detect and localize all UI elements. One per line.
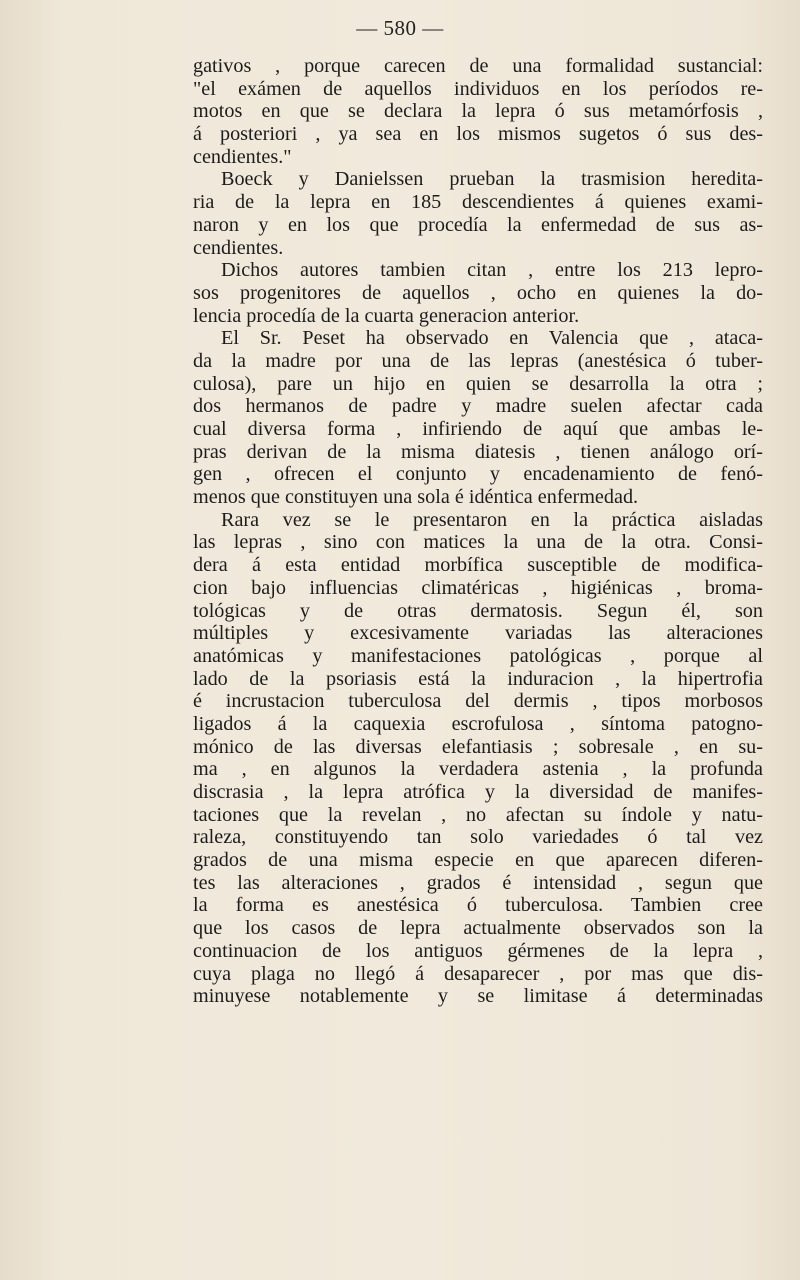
text-line: motos en que se declara la lepra ó sus metamórfosis , bbox=[193, 100, 763, 123]
text-line: dera á esta entidad morbífica susceptible de modifica- bbox=[193, 554, 763, 577]
text-line: sos progenitores de aquellos , ocho en quienes la do- bbox=[193, 281, 763, 304]
text-line: menos que constituyen una sola é idéntica enfermedad. bbox=[193, 486, 639, 509]
text-line: lado de la psoriasis está la induracion , la hipertrofia bbox=[193, 667, 763, 690]
text-line: gativos , porque carecen de una formalidad sustancial: bbox=[193, 55, 763, 77]
text-line: Dichos autores tambien citan , entre los 213 lepro- bbox=[221, 259, 763, 282]
text-line: las lepras , sino con matices la una de la otra. Consi- bbox=[193, 531, 763, 554]
text-line: la forma es anestésica ó tuberculosa. Tambien cree bbox=[193, 894, 763, 917]
text-line: grados de una misma especie en que aparecen diferen- bbox=[193, 849, 763, 872]
text-line: é incrustacion tuberculosa del dermis , tipos morbosos bbox=[193, 690, 763, 713]
text-line: ma , en algunos la verdadera astenia , la profunda bbox=[193, 758, 763, 781]
text-line: continuacion de los antiguos gérmenes de la lepra , bbox=[193, 939, 763, 962]
text-line: cendientes. bbox=[193, 236, 284, 259]
text-line: cendientes." bbox=[193, 145, 292, 168]
text-line: cual diversa forma , infiriendo de aquí que ambas le- bbox=[193, 418, 763, 440]
text-line: cuya plaga no llegó á desaparecer , por mas que dis- bbox=[193, 962, 763, 985]
text-line: mónico de las diversas elefantiasis ; sobresale , en su- bbox=[193, 735, 763, 758]
text-line: naron y en los que procedía la enfermedad de sus as- bbox=[193, 213, 763, 236]
text-line: Boeck y Danielssen prueban la trasmision heredita- bbox=[221, 168, 763, 191]
text-line: Rara vez se le presentaron en la práctica aisladas bbox=[221, 508, 763, 531]
text-line: minuyese notablemente y se limitase á determinadas bbox=[193, 985, 763, 1008]
text-line: "el exámen de aquellos individuos en los períodos re- bbox=[193, 77, 763, 100]
text-line: taciones que la revelan , no afectan su índole y natu- bbox=[193, 803, 763, 826]
body-text bbox=[193, 55, 763, 1008]
text-line: ligados á la caquexia escrofulosa , síntoma patogno- bbox=[193, 712, 763, 735]
text-line: gen , ofrecen el conjunto y encadenamiento de fenó- bbox=[193, 463, 763, 486]
text-line: discrasia , la lepra atrófica y la diversidad de manifes- bbox=[193, 781, 763, 803]
text-line: pras derivan de la misma diatesis , tienen análogo orí- bbox=[193, 440, 763, 463]
text-line: El Sr. Peset ha observado en Valencia que , ataca- bbox=[221, 327, 763, 350]
text-line: tológicas y de otras dermatosis. Segun él, son bbox=[193, 599, 763, 622]
text-line: múltiples y excesivamente variadas las alteraciones bbox=[193, 622, 763, 645]
text-line: raleza, constituyendo tan solo variedades ó tal vez bbox=[193, 826, 763, 849]
text-line: da la madre por una de las lepras (anestésica ó tuber- bbox=[193, 349, 763, 372]
text-line: lencia procedía de la cuarta generacion anterior. bbox=[193, 304, 580, 327]
text-line: que los casos de lepra actualmente observados son la bbox=[193, 917, 763, 940]
text-line: á posteriori , ya sea en los mismos sugetos ó sus des- bbox=[193, 123, 763, 146]
text-line: dos hermanos de padre y madre suelen afectar cada bbox=[193, 395, 763, 418]
page-number: — 580 — bbox=[356, 16, 444, 40]
text-line: cion bajo influencias climatéricas , higiénicas , broma- bbox=[193, 576, 763, 599]
text-line: ria de la lepra en 185 descendientes á quienes exami- bbox=[193, 191, 763, 214]
text-line: anatómicas y manifestaciones patológicas , porque al bbox=[193, 644, 763, 667]
text-line: tes las alteraciones , grados é intensidad , segun que bbox=[193, 871, 763, 894]
text-line: culosa), pare un hijo en quien se desarrolla la otra ; bbox=[193, 372, 763, 395]
